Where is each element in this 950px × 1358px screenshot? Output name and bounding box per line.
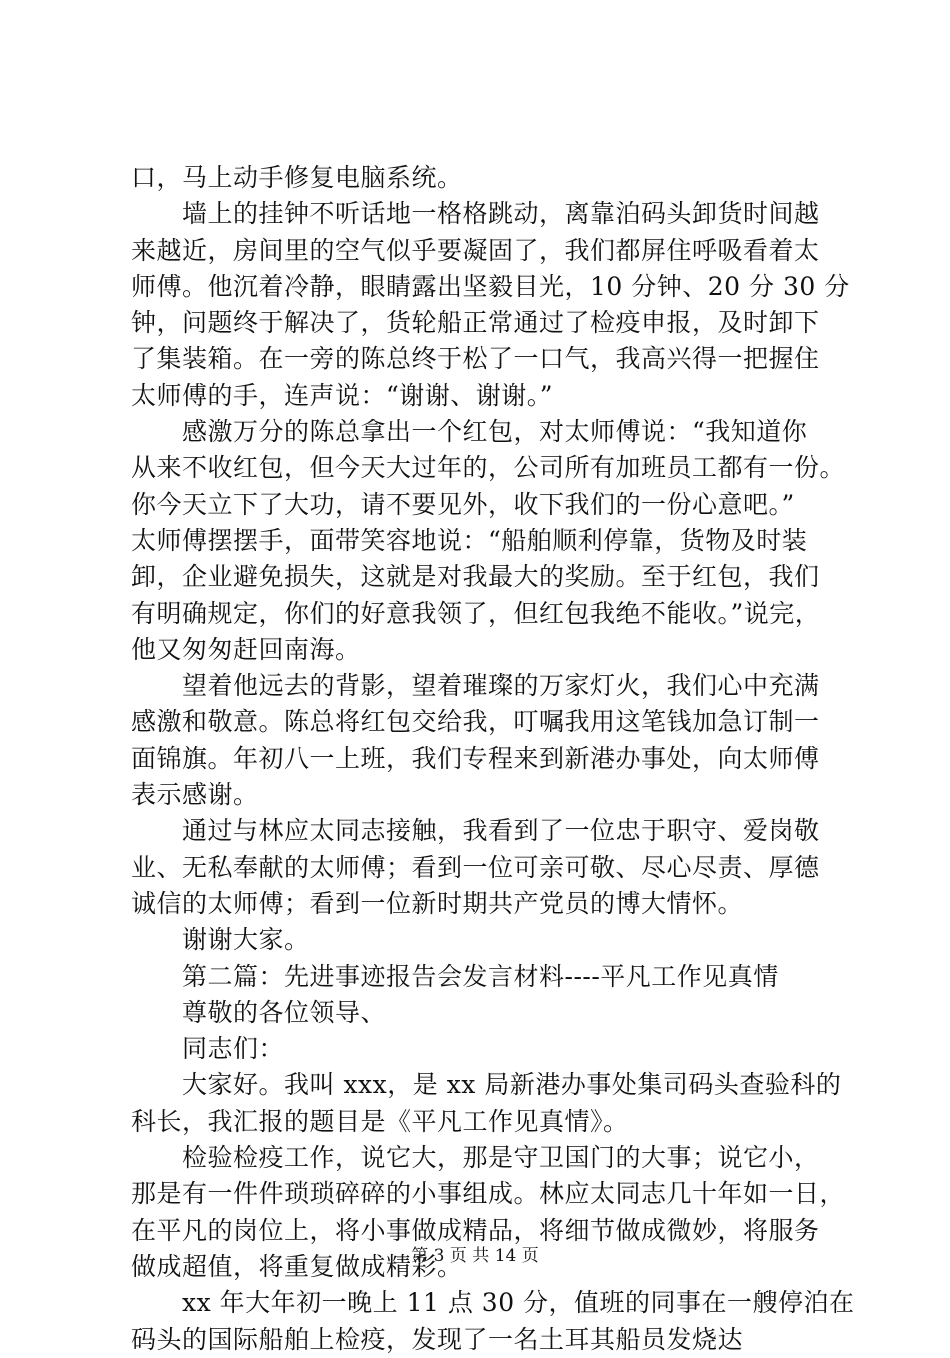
text-line: 谢谢大家。: [131, 925, 310, 955]
text-line: 做成超值，将重复做成精彩。: [131, 1251, 463, 1281]
text-line: 太师傅摆摆手，面带笑容地说：“船舶顺利停靠，货物及时装: [131, 525, 808, 555]
text-line: 钟，问题终于解决了，货轮船正常通过了检疫申报，及时卸下: [131, 308, 820, 338]
text-line: 卸，企业避免损失，这就是对我最大的奖励。至于红包，我们: [131, 562, 820, 592]
text-line: 了集装箱。在一旁的陈总终于松了一口气，我高兴得一把握住: [131, 344, 820, 374]
text-line: xx 年大年初一晚上 11 点 30 分，值班的同事在一艘停泊在: [131, 1288, 855, 1318]
text-line: 墙上的挂钟不听话地一格格跳动，离靠泊码头卸货时间越: [131, 199, 820, 229]
text-line: 面锦旗。年初八一上班，我们专程来到新港办事处，向太师傅: [131, 743, 820, 773]
document-body: [131, 160, 855, 1358]
text-line: 太师傅的手，连声说：“谢谢、谢谢。”: [131, 380, 554, 410]
text-line: 码头的国际船舶上检疫，发现了一名土耳其船员发烧达: [131, 1324, 744, 1354]
page-number: 第 3 页 共 14 页: [411, 1246, 539, 1266]
text-line: 在平凡的岗位上，将小事做成精品，将细节做成微妙，将服务: [131, 1215, 820, 1245]
text-line: 有明确规定，你们的好意我领了，但红包我绝不能收。”说完，: [131, 598, 821, 628]
text-line: 科长，我汇报的题目是《平凡工作见真情》。: [131, 1106, 629, 1136]
section-heading: 第二篇：先进事迹报告会发言材料----平凡工作见真情: [131, 961, 779, 991]
text-line: 望着他远去的背影，望着璀璨的万家灯火，我们心中充满: [131, 671, 820, 701]
text-line: 尊敬的各位领导、: [131, 997, 387, 1027]
text-line: 大家好。我叫 xxx，是 xx 局新港办事处集司码头查验科的: [131, 1070, 842, 1100]
text-line: 通过与林应太同志接触，我看到了一位忠于职守、爱岗敬: [131, 816, 820, 846]
text-line: 检验检疫工作，说它大，那是守卫国门的大事；说它小，: [131, 1143, 820, 1173]
text-line: 你今天立下了大功，请不要见外，收下我们的一份心意吧。”: [131, 489, 795, 519]
text-line: 从来不收红包，但今天大过年的，公司所有加班员工都有一份。: [131, 453, 846, 483]
text-line: 他又匆匆赶回南海。: [131, 634, 361, 664]
text-line: 口，马上动手修复电脑系统。: [131, 163, 463, 192]
text-line: 业、无私奉献的太师傅；看到一位可亲可敬、尽心尽责、厚德: [131, 852, 820, 882]
text-line: 同志们：: [131, 1034, 285, 1064]
text-line: 师傅。他沉着冷静，眼睛露出坚毅目光，10 分钟、20 分 30 分: [131, 271, 850, 301]
text-line: 感激万分的陈总拿出一个红包，对太师傅说：“我知道你: [131, 417, 808, 447]
text-line: 表示感谢。: [131, 780, 259, 810]
text-line: 那是有一件件琐琐碎碎的小事组成。林应太同志几十年如一日，: [131, 1179, 846, 1209]
page-footer: [0, 1241, 950, 1266]
text-line: 感激和敬意。陈总将红包交给我，叮嘱我用这笔钱加急订制一: [131, 707, 820, 737]
text-line: 诚信的太师傅；看到一位新时期共产党员的博大情怀。: [131, 888, 744, 918]
text-line: 来越近，房间里的空气似乎要凝固了，我们都屏住呼吸看着太: [131, 235, 820, 265]
